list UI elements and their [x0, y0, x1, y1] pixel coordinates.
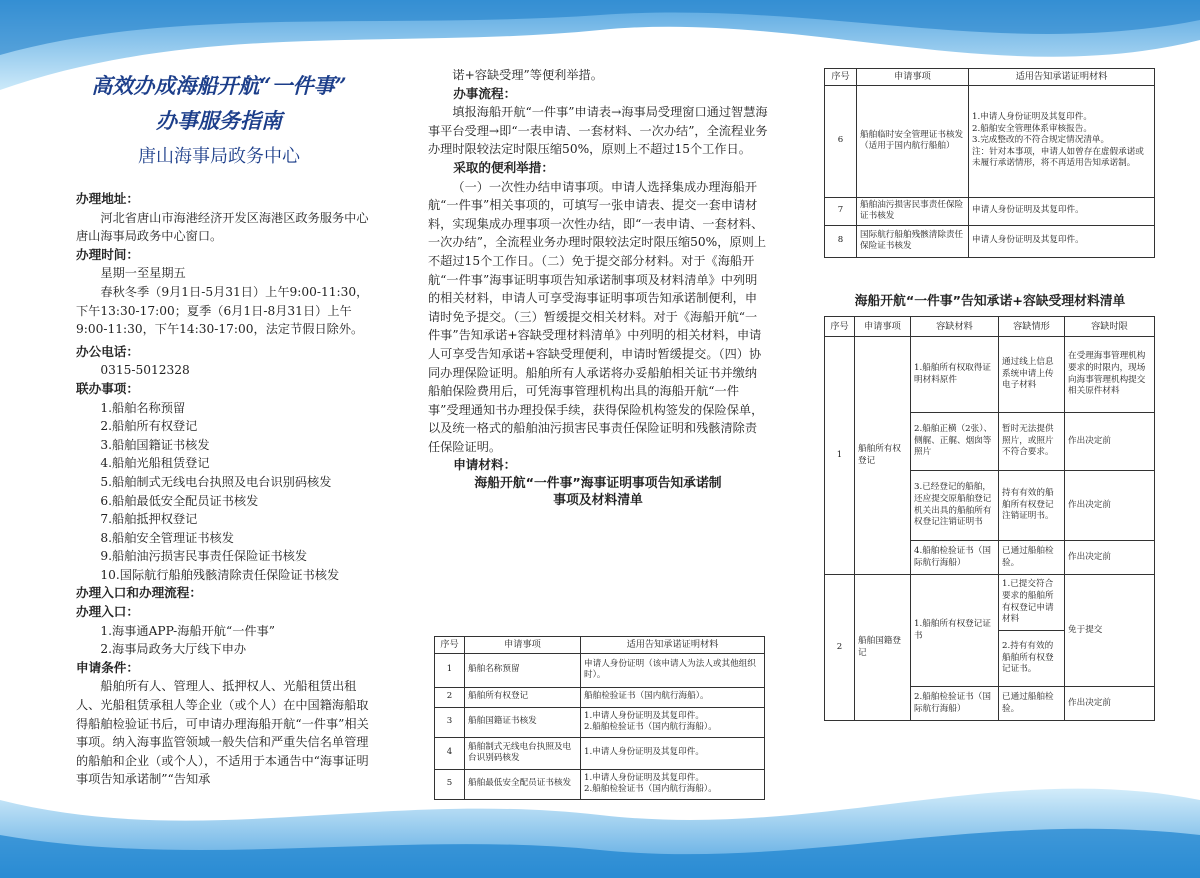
measures-heading: 采取的便利举措：	[453, 159, 554, 175]
deficiency-time: 作出决定前	[1065, 687, 1155, 721]
notice-commitment-table-continued	[824, 68, 1155, 258]
row-item: 船舶名称预留	[465, 653, 581, 687]
table-row	[435, 687, 765, 707]
list-item: 6.船舶最低安全配员证书核发	[100, 493, 259, 508]
row-item: 船舶所有权登记	[855, 337, 911, 575]
row-item: 船舶国籍证书核发	[465, 707, 581, 737]
deficiency-case: 持有有效的船舶所有权登记注销证明书。	[999, 471, 1065, 541]
page-subtitle: 唐山海事局政务中心	[138, 146, 300, 167]
table-row	[825, 225, 1155, 257]
list-item: 1.船舶名称预留	[100, 400, 186, 415]
column-header: 容缺情形	[999, 317, 1065, 337]
row-number: 5	[435, 769, 465, 799]
column-header: 序号	[435, 637, 465, 654]
row-number: 1	[435, 653, 465, 687]
middle-body	[428, 66, 768, 513]
deficiency-case: 已通过船舶检验。	[999, 541, 1065, 575]
list-item: 4.船舶光船租赁登记	[100, 456, 210, 471]
page-title-line2: 办事服务指南	[156, 108, 282, 133]
table-row	[825, 575, 1155, 631]
address-heading: 办理地址：	[76, 191, 139, 206]
row-item: 船舶油污损害民事责任保险证书核发	[857, 197, 969, 225]
deficiency-case: 已通过船舶检验。	[999, 687, 1065, 721]
flow-heading: 办事流程：	[453, 85, 517, 101]
table-row	[825, 337, 1155, 413]
column-header: 适用告知承诺证明材料	[969, 69, 1155, 86]
row-item: 船舶最低安全配员证书核发	[465, 769, 581, 799]
row-number: 3	[435, 707, 465, 737]
column-header: 序号	[825, 69, 857, 86]
row-item: 船舶制式无线电台执照及电台识别码核发	[465, 737, 581, 769]
column-header: 申请事项	[857, 69, 969, 86]
deficiency-material: 3.已经登记的船舶，还应提交原船舶登记机关出具的船舶所有权登记注销证明书	[911, 471, 999, 541]
deficiency-case: 通过线上信息系统申请上传电子材料	[999, 337, 1065, 413]
column-header: 容缺时限	[1065, 317, 1155, 337]
page-title-line1: 高效办成海船开航“一件事”	[91, 73, 347, 98]
row-material: 1.申请人身份证明及其复印件。 2.船舶检验证书（国内航行海船）。	[581, 769, 765, 799]
deficiency-acceptance-table	[824, 316, 1155, 721]
deficiency-case: 1.已提交符合要求的船舶所有权登记申请材料	[999, 575, 1065, 631]
entry-subheading: 办理入口：	[76, 604, 139, 620]
row-material: 申请人身份证明及其复印件。	[969, 197, 1155, 225]
table-header-row	[825, 317, 1155, 337]
table3-title: 海船开航“一件事”告知承诺+容缺受理材料清单	[854, 294, 1126, 309]
deficiency-time: 作出决定前	[1065, 541, 1155, 575]
table1-title-line2: 事项及材料清单	[553, 493, 643, 509]
notice-commitment-table	[434, 636, 765, 800]
hours-detail: 春秋冬季（9月1日-5月31日）上午9:00-11:30，下午13:30-17:00；夏季（6月1日-8月31日）上午9:00-11:30，下午14:30-17:00，法定节假日除外。	[76, 284, 369, 337]
deficiency-time: 作出决定前	[1065, 471, 1155, 541]
row-item: 船舶临时安全管理证书核发（适用于国内航行船舶）	[857, 85, 969, 197]
column-header: 容缺材料	[911, 317, 999, 337]
table-row	[825, 85, 1155, 197]
table1-title-line1: 海船开航“一件事”海事证明事项告知承诺制	[474, 476, 722, 492]
deficiency-material: 2.船舶检验证书（国际航行海船）	[911, 687, 999, 721]
list-item: 10.国际航行船舶残骸清除责任保险证书核发	[100, 567, 340, 582]
list-item: 2.船舶所有权登记	[100, 419, 198, 434]
deficiency-material: 1.船舶所有权取得证明材料原件	[911, 337, 999, 413]
row-material: 1.申请人身份证明及其复印件。 2.船舶检验证书（国内航行海船）。	[581, 707, 765, 737]
phone-heading: 办公电话：	[76, 343, 139, 359]
materials-heading: 申请材料：	[453, 457, 517, 473]
left-body	[76, 190, 380, 789]
list-item: 3.船舶国籍证书核发	[100, 437, 210, 452]
deficiency-time: 免于提交	[1065, 575, 1155, 687]
table-header-row	[825, 69, 1155, 86]
hours-heading: 办理时间：	[76, 246, 139, 262]
deficiency-time: 作出决定前	[1065, 413, 1155, 471]
row-number: 6	[825, 85, 857, 197]
measures-text: （一）一次性办结申请事项。申请人选择集成办理海船开航“一件事”相关事项的，可填写一张申请表、提交一套申请材料，实现集成办理事项一次性办结，即“一表申请、一套材料、一次办结”，全流程业务办理时限较法定时限压缩50%，原则上不超过15个工作日。（二）免于提交部分材料。对于《海船开航“一件事”海事证明事项告知承诺制事项及材料清单》中列明的相关材料，申请人可享受海事证明事项告知承诺制便利，申请时免予提交。（三）暂缓提交相关材料。对于《海船开航“一件事”告知承诺+容缺受理材料清单》中列明的相关材料，申请人可享受告知承诺+容缺受理便利，申请时暂缓提交。（四）协同办理保险证明。船舶所有人承诺将办妥船舶相关证书并缴纳船舶保险费用后，可凭海事管理机构出具的海船开航“一件事”受理通知书办理投保手续，获得保险机构签发的保险保单，以及统一格式的船舶油污损害民事责任保险证明和残骸清除责任保险证明。	[428, 179, 767, 454]
column-header: 序号	[825, 317, 855, 337]
deficiency-time: 在受理海事管理机构要求的时限内，现场向海事管理机构提交相关原件材料	[1065, 337, 1155, 413]
conditions-heading: 申请条件：	[76, 659, 139, 675]
table-row	[435, 769, 765, 799]
table-header-row	[435, 637, 765, 654]
row-number: 7	[825, 197, 857, 225]
list-item: 5.船舶制式无线电台执照及电台识别码核发	[100, 474, 332, 489]
phone-number: 0315-5012328	[100, 363, 190, 378]
deficiency-case: 暂时无法提供照片，或照片不符合要求。	[999, 413, 1065, 471]
continued-text: 诺+容缺受理”等便利举措。	[452, 68, 603, 82]
row-number: 2	[435, 687, 465, 707]
row-material: 申请人身份证明及其复印件。	[969, 225, 1155, 257]
row-number: 1	[825, 337, 855, 575]
row-number: 8	[825, 225, 857, 257]
joint-items-list	[76, 399, 380, 585]
table-row	[435, 653, 765, 687]
list-item: 1.海事通APP-海船开航“一件事”	[100, 623, 276, 638]
row-item: 船舶国籍登记	[855, 575, 911, 721]
table-row	[825, 197, 1155, 225]
row-number: 2	[825, 575, 855, 721]
row-item: 国际航行船舶残骸清除责任保险证书核发	[857, 225, 969, 257]
deficiency-material: 2.船舶正横（2张）、侧艉、正艉、烟囱等照片	[911, 413, 999, 471]
flow-text: 填报海船开航“一件事”申请表→海事局受理窗口通过智慧海事平台受理→即“一表申请、一套材料、一次办结”，全流程业务办理时限较法定时限压缩50%，原则上不超过15个工作日。	[428, 105, 768, 157]
entry-heading: 办理入口和办理流程：	[76, 585, 202, 601]
row-material: 1.申请人身份证明及其复印件。	[581, 737, 765, 769]
address-text: 河北省唐山市海港经济开发区海港区政务服务中心唐山海事局政务中心窗口。	[76, 210, 369, 244]
joint-items-heading: 联办事项：	[76, 380, 139, 396]
deficiency-case: 2.持有有效的船舶所有权登记证书。	[999, 631, 1065, 687]
deficiency-material: 4.船舶检验证书（国际航行海船）	[911, 541, 999, 575]
column-header: 申请事项	[465, 637, 581, 654]
deficiency-material: 1.船舶所有权登记证书	[911, 575, 999, 687]
list-item: 8.船舶安全管理证书核发	[100, 530, 234, 545]
row-material: 1.申请人身份证明及其复印件。 2.船舶安全管理体系审核报告。 3.完成整改的不符合规定情况清单。 注：针对本事项，申请人如曾存在虚假承诺或未履行承诺情形，将不再适用告知承诺制。	[969, 85, 1155, 197]
conditions-text: 船舶所有人、管理人、抵押权人、光船租赁出租人、光船租赁承租人等企业（或个人）在中国籍海船取得船舶检验证书后，可申请办理海船开航“一件事”相关事项。纳入海事监管领域一般失信和严重失信名单管理的船舶和企业（或个人），不适用于本通告中“海事证明事项告知承诺制”“告知承	[76, 679, 369, 787]
row-number: 4	[435, 737, 465, 769]
column-header: 适用告知承诺证明材料	[581, 637, 765, 654]
row-material: 申请人身份证明（该申请人为法人或其他组织时）。	[581, 653, 765, 687]
column-header: 申请事项	[855, 317, 911, 337]
hours-weekdays: 星期一至星期五	[100, 266, 186, 281]
list-item: 7.船舶抵押权登记	[100, 512, 198, 527]
table-row	[435, 707, 765, 737]
list-item: 2.海事局政务大厅线下申办	[100, 642, 247, 657]
list-item: 9.船舶油污损害民事责任保险证书核发	[100, 549, 308, 564]
row-material: 船舶检验证书（国内航行海船）。	[581, 687, 765, 707]
table-row	[435, 737, 765, 769]
row-item: 船舶所有权登记	[465, 687, 581, 707]
